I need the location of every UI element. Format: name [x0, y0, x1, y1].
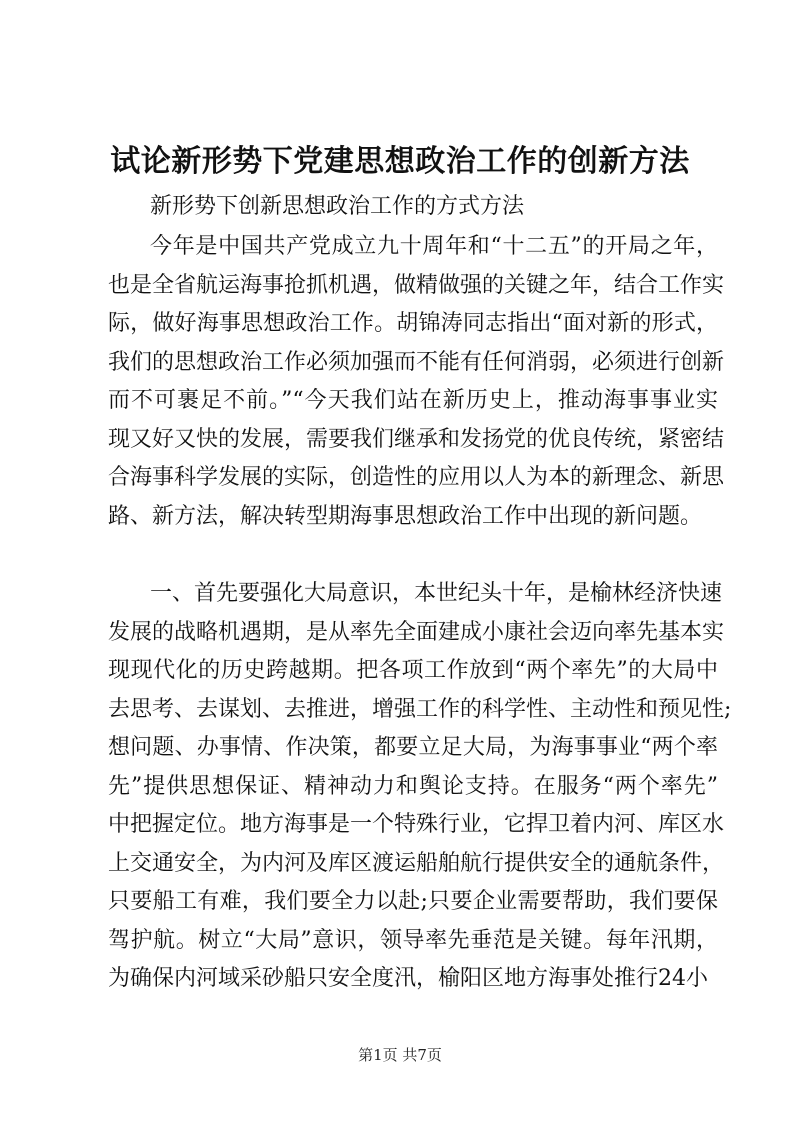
- text-line: 也是全省航运海事抢抓机遇，做精做强的关键之年，结合工作实: [108, 272, 725, 298]
- text-line: 我们的思想政治工作必须加强而不能有任何消弱，必须进行创新: [108, 349, 725, 375]
- text-line: 上交通安全，为内河及库区渡运船舶航行提供安全的通航条件，: [108, 850, 725, 876]
- document-subheading: 新形势下创新思想政治工作的方式方法: [150, 194, 525, 219]
- text-line: 想问题、办事情、作决策，都要立足大局，为海事事业“两个率: [108, 735, 718, 760]
- text-line: 发展的战略机遇期，是从率先全面建成小康社会迈向率先基本实: [108, 619, 725, 645]
- text-line: 际，做好海事思想政治工作。胡锦涛同志指出“面对新的形式，: [108, 311, 718, 336]
- text-line: 先”提供思想保证、精神动力和舆论支持。在服务“两个率先”: [108, 773, 718, 799]
- text-line: 而不可裹足不前。”“今天我们站在新历史上，推动海事事业实: [108, 388, 718, 413]
- text-line: 一、首先要强化大局意识，本世纪头十年，是榆林经济快速: [150, 581, 723, 606]
- paragraph-intro: [108, 228, 725, 536]
- page-footer: 第1页 共7页: [358, 1046, 442, 1064]
- text-line: 去思考、去谋划、去推进，增强工作的科学性、主动性和预见性;: [108, 696, 732, 722]
- text-line: 为确保内河域采砂船只安全度汛，榆阳区地方海事处推行24小: [108, 966, 708, 991]
- document-title: 试论新形势下党建思想政治工作的创新方法: [110, 144, 690, 179]
- text-line: 驾护航。树立“大局”意识，领导率先垂范是关键。每年汛期，: [108, 927, 718, 953]
- text-line: 今年是中国共产党成立九十周年和“十二五”的开局之年，: [150, 234, 718, 259]
- text-line: 现又好又快的发展，需要我们继承和发扬党的优良传统，紧密结: [108, 426, 725, 452]
- text-line: 路、新方法，解决转型期海事思想政治工作中出现的新问题。: [108, 503, 703, 529]
- text-line: 合海事科学发展的实际，创造性的应用以人为本的新理念、新思: [108, 465, 725, 490]
- text-line: 中把握定位。地方海事是一个特殊行业，它捍卫着内河、库区水: [108, 812, 725, 837]
- paragraph-section-one: [108, 575, 732, 999]
- text-line: 现现代化的历史跨越期。把各项工作放到“两个率先”的大局中: [108, 658, 718, 683]
- text-line: 只要船工有难，我们要全力以赴;只要企业需要帮助，我们要保: [108, 889, 718, 914]
